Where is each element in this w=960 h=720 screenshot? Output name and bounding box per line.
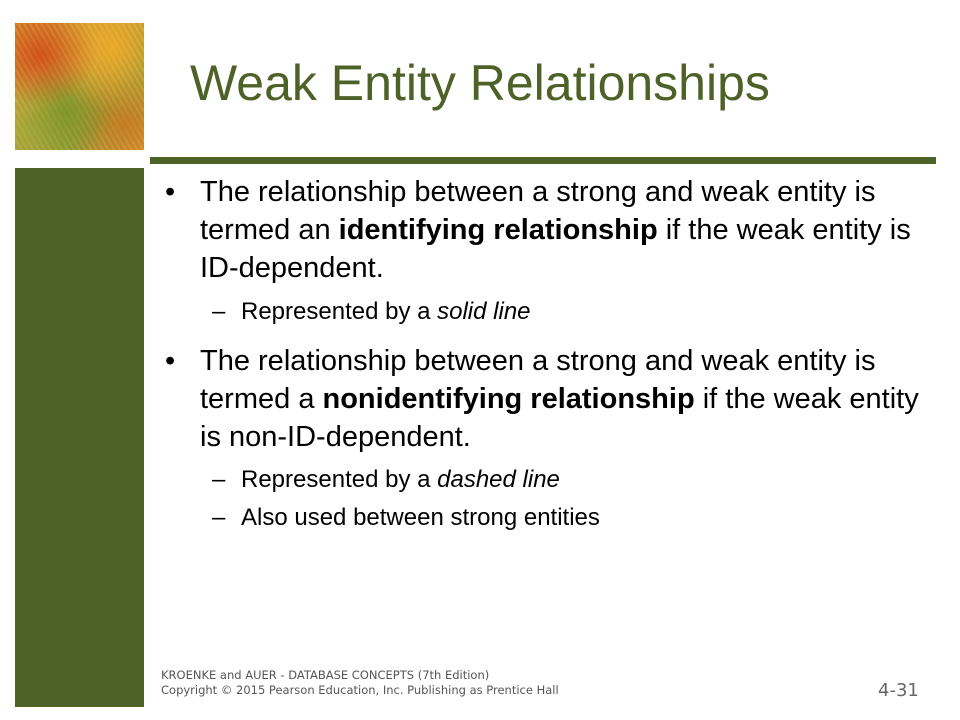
slide-footer xyxy=(161,668,559,698)
bullet-text: The relationship between a strong and weak entity is termed a xyxy=(200,345,876,415)
sub-bullet-solid-line xyxy=(165,295,925,329)
side-accent-bar xyxy=(15,168,144,707)
bullet-text: if the weak entity is non-ID-dependent. xyxy=(200,383,919,453)
footer-copyright: Copyright © 2015 Pearson Education, Inc. Publishing as Prentice Hall xyxy=(161,683,559,697)
sub-bullet-text: Also used between strong entities xyxy=(241,504,600,531)
sub-bullet-italic-term: solid line xyxy=(437,298,531,325)
sub-bullet-marker: – xyxy=(212,466,226,493)
slide-number: 4-31 xyxy=(878,680,919,701)
bullet-marker: • xyxy=(165,176,176,208)
bullet-marker: • xyxy=(165,345,176,377)
bullet-text: if the weak entity is ID-dependent. xyxy=(200,214,911,284)
sub-bullet-dashed-line xyxy=(165,463,925,497)
title-underline xyxy=(150,157,936,164)
slide-content xyxy=(165,173,925,535)
bullet-text: The relationship between a strong and weak entity is termed an xyxy=(200,176,876,246)
decorative-texture-image xyxy=(15,23,144,150)
bullet-bold-term: identifying relationship xyxy=(338,214,658,246)
sub-bullet-marker: – xyxy=(212,298,226,325)
sub-bullet-strong-entities xyxy=(165,501,925,535)
bullet-identifying-relationship xyxy=(165,173,925,287)
sub-bullet-marker: – xyxy=(212,504,226,531)
sub-bullet-text: Represented by a xyxy=(241,298,438,325)
sub-bullet-text: Represented by a xyxy=(241,466,438,493)
bullet-bold-term: nonidentifying relationship xyxy=(322,383,695,415)
bullet-nonidentifying-relationship xyxy=(165,342,925,456)
slide-title: Weak Entity Relationships xyxy=(190,55,770,111)
sub-bullet-italic-term: dashed line xyxy=(437,466,560,493)
footer-book-title: KROENKE and AUER - DATABASE CONCEPTS (7th Edition) xyxy=(161,668,490,682)
